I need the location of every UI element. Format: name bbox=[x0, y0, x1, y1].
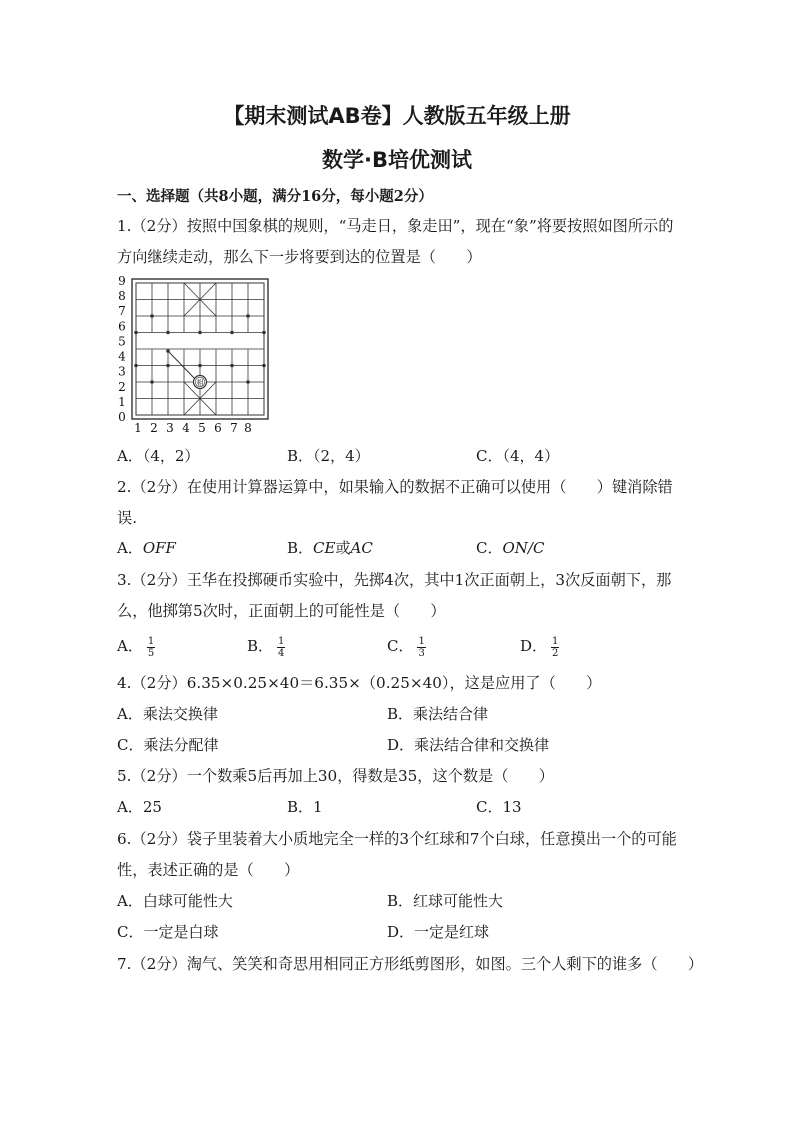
elephant-path-start bbox=[166, 349, 170, 353]
section-heading: 一、选择题（共8小题，满分16分，每小题2分） bbox=[117, 188, 433, 205]
question-3-line-1: 3.（2分）王华在投掷硬币实验中，先掷4次，其中1次正面朝上，3次反面朝下，那 bbox=[117, 571, 672, 589]
position-marker bbox=[166, 331, 170, 335]
question-5-line-1: 5.（2分）一个数乘5后再加上30，得数是35，这个数是（ ） bbox=[117, 767, 554, 785]
question-3-option-d[interactable]: D． $\frac{1}{2}$ bbox=[520, 635, 559, 659]
chessboard-figure bbox=[118, 275, 280, 435]
position-marker bbox=[150, 380, 154, 384]
position-marker bbox=[150, 314, 154, 318]
y-axis-label: 2 bbox=[118, 379, 126, 394]
question-4-option-c[interactable]: C．乘法分配律 bbox=[117, 736, 219, 754]
x-axis-label: 6 bbox=[214, 421, 222, 435]
question-2-option-c[interactable]: C．ON/C bbox=[476, 539, 545, 557]
page-title: 【期末测试AB卷】人教版五年级上册 bbox=[223, 104, 571, 128]
y-axis-label: 0 bbox=[118, 410, 126, 424]
question-7-line-1: 7.（2分）淘气、笑笑和奇思用相同正方形纸剪图形，如图。三个人剩下的谁多（ ） bbox=[117, 955, 704, 973]
position-marker bbox=[246, 380, 250, 384]
position-marker bbox=[246, 314, 250, 318]
question-4-option-d[interactable]: D．乘法结合律和交换律 bbox=[387, 736, 550, 754]
y-axis-label: 1 bbox=[118, 394, 126, 409]
question-6-line-2: 性，表述正确的是（ ） bbox=[117, 861, 300, 879]
question-1-option-b[interactable]: B．（2，4） bbox=[287, 447, 370, 465]
position-marker bbox=[230, 331, 234, 335]
x-axis-label: 5 bbox=[198, 421, 206, 435]
page-subtitle: 数学·B培优测试 bbox=[322, 148, 472, 172]
x-axis-label: 3 bbox=[166, 421, 174, 435]
x-axis-label: 4 bbox=[182, 421, 190, 435]
question-6-option-a[interactable]: A．白球可能性大 bbox=[117, 892, 233, 910]
question-2-line-1: 2.（2分）在使用计算器运算中，如果输入的数据不正确可以使用（ ）键消除错 bbox=[117, 478, 673, 496]
position-marker bbox=[134, 331, 138, 335]
question-1-line-2: 方向继续走动，那么下一步将要到达的位置是（ ） bbox=[117, 248, 482, 266]
y-axis-label: 9 bbox=[118, 275, 126, 288]
question-2-option-a[interactable]: A．OFF bbox=[117, 539, 176, 557]
y-axis-label: 6 bbox=[118, 319, 126, 334]
question-2-option-b[interactable]: B．CE或AC bbox=[287, 539, 373, 557]
question-6-line-1: 6.（2分）袋子里装着大小质地完全一样的3个红球和7个白球，任意摸出一个的可能 bbox=[117, 830, 677, 848]
question-2-line-2: 误. bbox=[117, 509, 138, 527]
question-5-option-b[interactable]: B．1 bbox=[287, 798, 323, 816]
y-axis-label: 5 bbox=[118, 334, 126, 349]
question-3-option-a[interactable]: A． $\frac{1}{5}$ bbox=[117, 635, 155, 659]
question-6-option-b[interactable]: B．红球可能性大 bbox=[387, 892, 504, 910]
question-6-option-d[interactable]: D．一定是红球 bbox=[387, 923, 490, 941]
question-5-option-c[interactable]: C．13 bbox=[476, 798, 522, 816]
position-marker bbox=[134, 364, 138, 368]
chessboard-grid bbox=[132, 279, 268, 419]
x-axis-label: 2 bbox=[150, 421, 158, 435]
board-river bbox=[137, 334, 263, 349]
chess-piece-label: 相 bbox=[196, 379, 204, 387]
x-axis-label: 7 bbox=[230, 421, 238, 435]
position-marker bbox=[198, 364, 202, 368]
question-6-option-c[interactable]: C．一定是白球 bbox=[117, 923, 219, 941]
position-marker bbox=[262, 331, 266, 335]
question-4-option-a[interactable]: A．乘法交换律 bbox=[117, 705, 218, 723]
chess-piece-elephant bbox=[194, 376, 207, 389]
question-3-option-c[interactable]: C． $\frac{1}{3}$ bbox=[387, 635, 425, 659]
question-1-option-a[interactable]: A．（4，2） bbox=[117, 447, 200, 465]
position-marker bbox=[230, 364, 234, 368]
y-axis-label: 7 bbox=[118, 304, 126, 319]
question-3-line-2: 么，他掷第5次时，正面朝上的可能性是（ ） bbox=[117, 602, 446, 620]
x-axis-label: 1 bbox=[134, 421, 142, 435]
question-3-option-b[interactable]: B． $\frac{1}{4}$ bbox=[247, 635, 285, 659]
y-axis-label: 3 bbox=[118, 364, 126, 379]
question-1-option-c[interactable]: C．（4，4） bbox=[476, 447, 560, 465]
question-1-line-1: 1.（2分）按照中国象棋的规则，“马走日，象走田”，现在“象”将要按照如图所示的 bbox=[117, 217, 674, 235]
question-5-option-a[interactable]: A．25 bbox=[117, 798, 162, 816]
position-marker bbox=[166, 364, 170, 368]
position-marker bbox=[198, 331, 202, 335]
question-4-line-1: 4.（2分）6.35×0.25×40＝6.35×（0.25×40），这是应用了（ ） bbox=[117, 674, 602, 692]
y-axis-label: 4 bbox=[118, 349, 126, 364]
position-marker bbox=[262, 364, 266, 368]
question-4-option-b[interactable]: B．乘法结合律 bbox=[387, 705, 489, 723]
y-axis-label: 8 bbox=[118, 289, 126, 304]
x-axis-label: 8 bbox=[244, 421, 252, 435]
